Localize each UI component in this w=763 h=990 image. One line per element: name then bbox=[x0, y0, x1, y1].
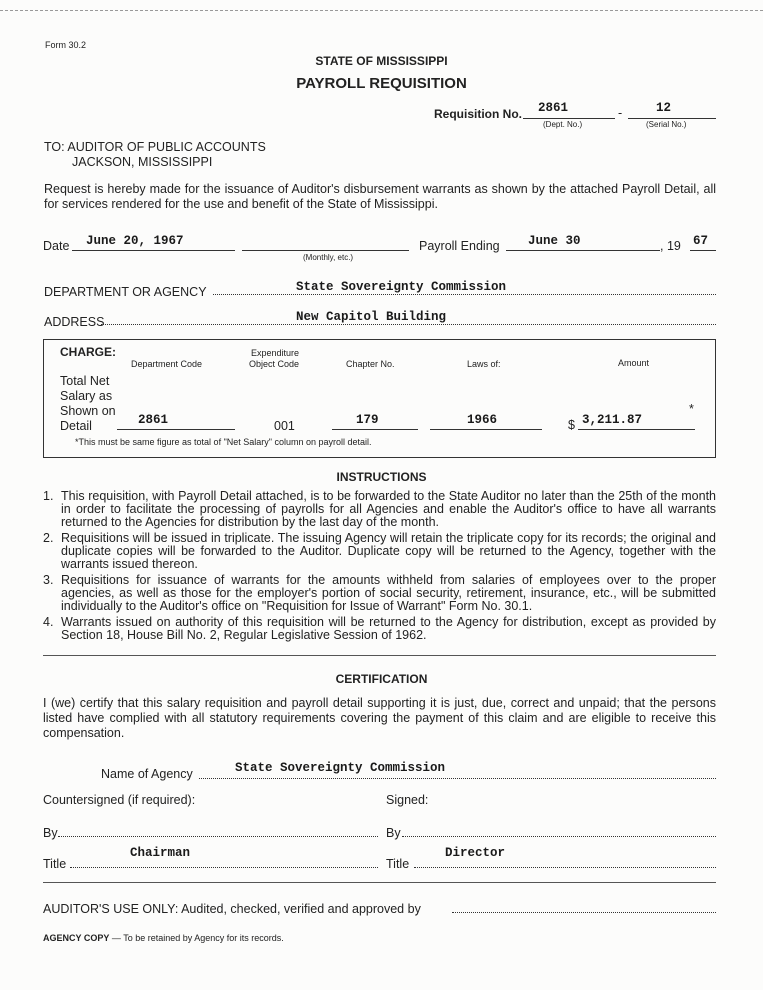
right-by-line bbox=[402, 836, 716, 837]
addressee-line-1: TO: AUDITOR OF PUBLIC ACCOUNTS bbox=[44, 140, 266, 154]
row-label-4: Detail bbox=[60, 419, 92, 433]
state-heading: STATE OF MISSISSIPPI bbox=[315, 54, 448, 68]
certification-title: CERTIFICATION bbox=[335, 672, 428, 686]
instruction-text: This requisition, with Payroll Detail attached, is to be forwarded to the State Auditor no later than the 25th of the month in order to facilitate the processing of payrolls for all Agencies and enable the Auditor's office to have all warrants returned to the Agencies for distribution by the last day of the month. bbox=[61, 489, 716, 529]
right-title-line bbox=[414, 867, 716, 868]
department-line bbox=[213, 294, 716, 295]
serial-no-value: 12 bbox=[656, 101, 672, 115]
left-by-label: By bbox=[43, 826, 58, 840]
dept-no-value: 2861 bbox=[538, 101, 569, 115]
instruction-text: Warrants issued on authority of this requisition will be returned to the Agency for distribution, except as provided by Section 18, House Bill No. 2, Regular Legislative Session of 1962. bbox=[61, 615, 716, 642]
right-title-value: Director bbox=[445, 846, 506, 860]
agency-name-label: Name of Agency bbox=[101, 767, 193, 781]
instruction-number: 4. bbox=[43, 615, 54, 629]
countersigned-label: Countersigned (if required): bbox=[43, 793, 196, 807]
instruction-item bbox=[43, 490, 716, 529]
agency-copy-note bbox=[43, 933, 284, 943]
serial-no-line bbox=[628, 118, 716, 119]
agency-copy-text: — To be retained by Agency for its records. bbox=[111, 933, 284, 943]
divider bbox=[43, 882, 716, 883]
col-amount: Amount bbox=[618, 358, 650, 368]
agency-name-value: State Sovereignty Commission bbox=[235, 761, 446, 775]
left-title-value: Chairman bbox=[130, 846, 191, 860]
signed-label: Signed: bbox=[386, 793, 429, 807]
left-by-line bbox=[58, 836, 378, 837]
serial-no-caption: (Serial No.) bbox=[646, 120, 687, 129]
agency-name-line bbox=[199, 778, 716, 779]
agency-copy-label: AGENCY COPY bbox=[43, 933, 110, 943]
col-department-code: Department Code bbox=[131, 359, 203, 369]
request-text: Request is hereby made for the issuance of Auditor's disbursement warrants as shown by the attached Payroll Detail, all for services rendered for the use and benefit of the State of Mississippi. bbox=[44, 182, 716, 211]
instruction-number: 3. bbox=[43, 573, 54, 587]
row-label-3: Shown on bbox=[60, 404, 116, 418]
left-title-line bbox=[70, 867, 378, 868]
charge-label: CHARGE: bbox=[60, 345, 116, 359]
auditor-use-label: AUDITOR'S USE ONLY: Audited, checked, verified and approved by bbox=[43, 902, 421, 916]
chapter-line bbox=[332, 429, 418, 430]
right-title-label: Title bbox=[386, 857, 410, 871]
amount-value: 3,211.87 bbox=[582, 413, 643, 427]
year-value: 67 bbox=[693, 234, 709, 248]
instruction-number: 2. bbox=[43, 531, 54, 545]
left-title-label: Title bbox=[43, 857, 67, 871]
instruction-item bbox=[43, 574, 716, 613]
address-label: ADDRESS bbox=[44, 315, 105, 329]
row-label-2: Salary as bbox=[60, 389, 113, 403]
instruction-item bbox=[43, 616, 716, 642]
instruction-text: Requisitions for issuance of warrants for the amounts withheld from salaries of employees over to the proper agencies, as well as those for the employer's portion of social security, retirement, insurance, etc., will be submitted individually to the Auditor's office on "Requisition for Issue of Warrant" Form No. 30.1. bbox=[61, 573, 716, 613]
laws-line bbox=[430, 429, 542, 430]
instructions-list bbox=[43, 490, 716, 645]
col-chapter-no: Chapter No. bbox=[346, 359, 395, 369]
payroll-ending-value: June 30 bbox=[528, 234, 581, 248]
dept-code-value: 2861 bbox=[138, 413, 169, 427]
instruction-item bbox=[43, 532, 716, 571]
chapter-value: 179 bbox=[356, 413, 379, 427]
right-by-label: By bbox=[386, 826, 401, 840]
requisition-dash: - bbox=[618, 106, 623, 120]
dept-code-line bbox=[117, 429, 235, 430]
amount-asterisk: * bbox=[689, 402, 694, 416]
requisition-label: Requisition No. bbox=[434, 107, 522, 121]
amount-line bbox=[578, 429, 695, 430]
address-value: New Capitol Building bbox=[296, 310, 447, 324]
col-expenditure: Expenditure bbox=[251, 348, 300, 358]
instructions-title: INSTRUCTIONS bbox=[336, 470, 427, 484]
scan-top-edge bbox=[0, 0, 763, 11]
date-label: Date bbox=[43, 239, 70, 253]
department-label: DEPARTMENT OR AGENCY bbox=[44, 285, 207, 299]
charge-footnote: *This must be same figure as total of "Net Salary" column on payroll detail. bbox=[75, 437, 372, 447]
monthly-caption: (Monthly, etc.) bbox=[303, 253, 354, 262]
laws-of-value: 1966 bbox=[467, 413, 498, 427]
payroll-ending-label: Payroll Ending bbox=[419, 239, 500, 253]
year-line bbox=[690, 250, 716, 251]
page-title: PAYROLL REQUISITION bbox=[296, 75, 467, 92]
instruction-text: Requisitions will be issued in triplicate. The issuing Agency will retain the triplicate copy for its records; the original and duplicate copies will be forwarded to the Auditor. Duplicate copy will be returned to the Agency, together with the warrants issued thereon. bbox=[61, 531, 716, 571]
dollar-sign: $ bbox=[568, 418, 575, 432]
auditor-approval-line bbox=[452, 912, 716, 913]
form-number: Form 30.2 bbox=[45, 40, 87, 50]
certification-text: I (we) certify that this salary requisition and payroll detail supporting it is just, due, correct and unpaid; that the persons listed have complied with all statutory requirements covering the payment of this claim and are eligible to receive this compensation. bbox=[43, 696, 716, 740]
dept-no-line bbox=[523, 118, 615, 119]
col-laws-of: Laws of: bbox=[467, 359, 501, 369]
instruction-number: 1. bbox=[43, 489, 54, 503]
payroll-ending-line bbox=[506, 250, 660, 251]
department-value: State Sovereignty Commission bbox=[296, 280, 507, 294]
date-value: June 20, 1967 bbox=[86, 234, 184, 248]
addressee-line-2: JACKSON, MISSISSIPPI bbox=[72, 155, 213, 169]
col-object-code: Object Code bbox=[249, 359, 300, 369]
object-code-value: 001 bbox=[274, 419, 295, 433]
monthly-line bbox=[242, 250, 409, 251]
year-prefix: , 19 bbox=[660, 239, 681, 253]
date-line bbox=[72, 250, 235, 251]
row-label-1: Total Net bbox=[60, 374, 110, 388]
divider bbox=[43, 655, 716, 656]
address-line bbox=[101, 324, 716, 325]
dept-no-caption: (Dept. No.) bbox=[543, 120, 583, 129]
